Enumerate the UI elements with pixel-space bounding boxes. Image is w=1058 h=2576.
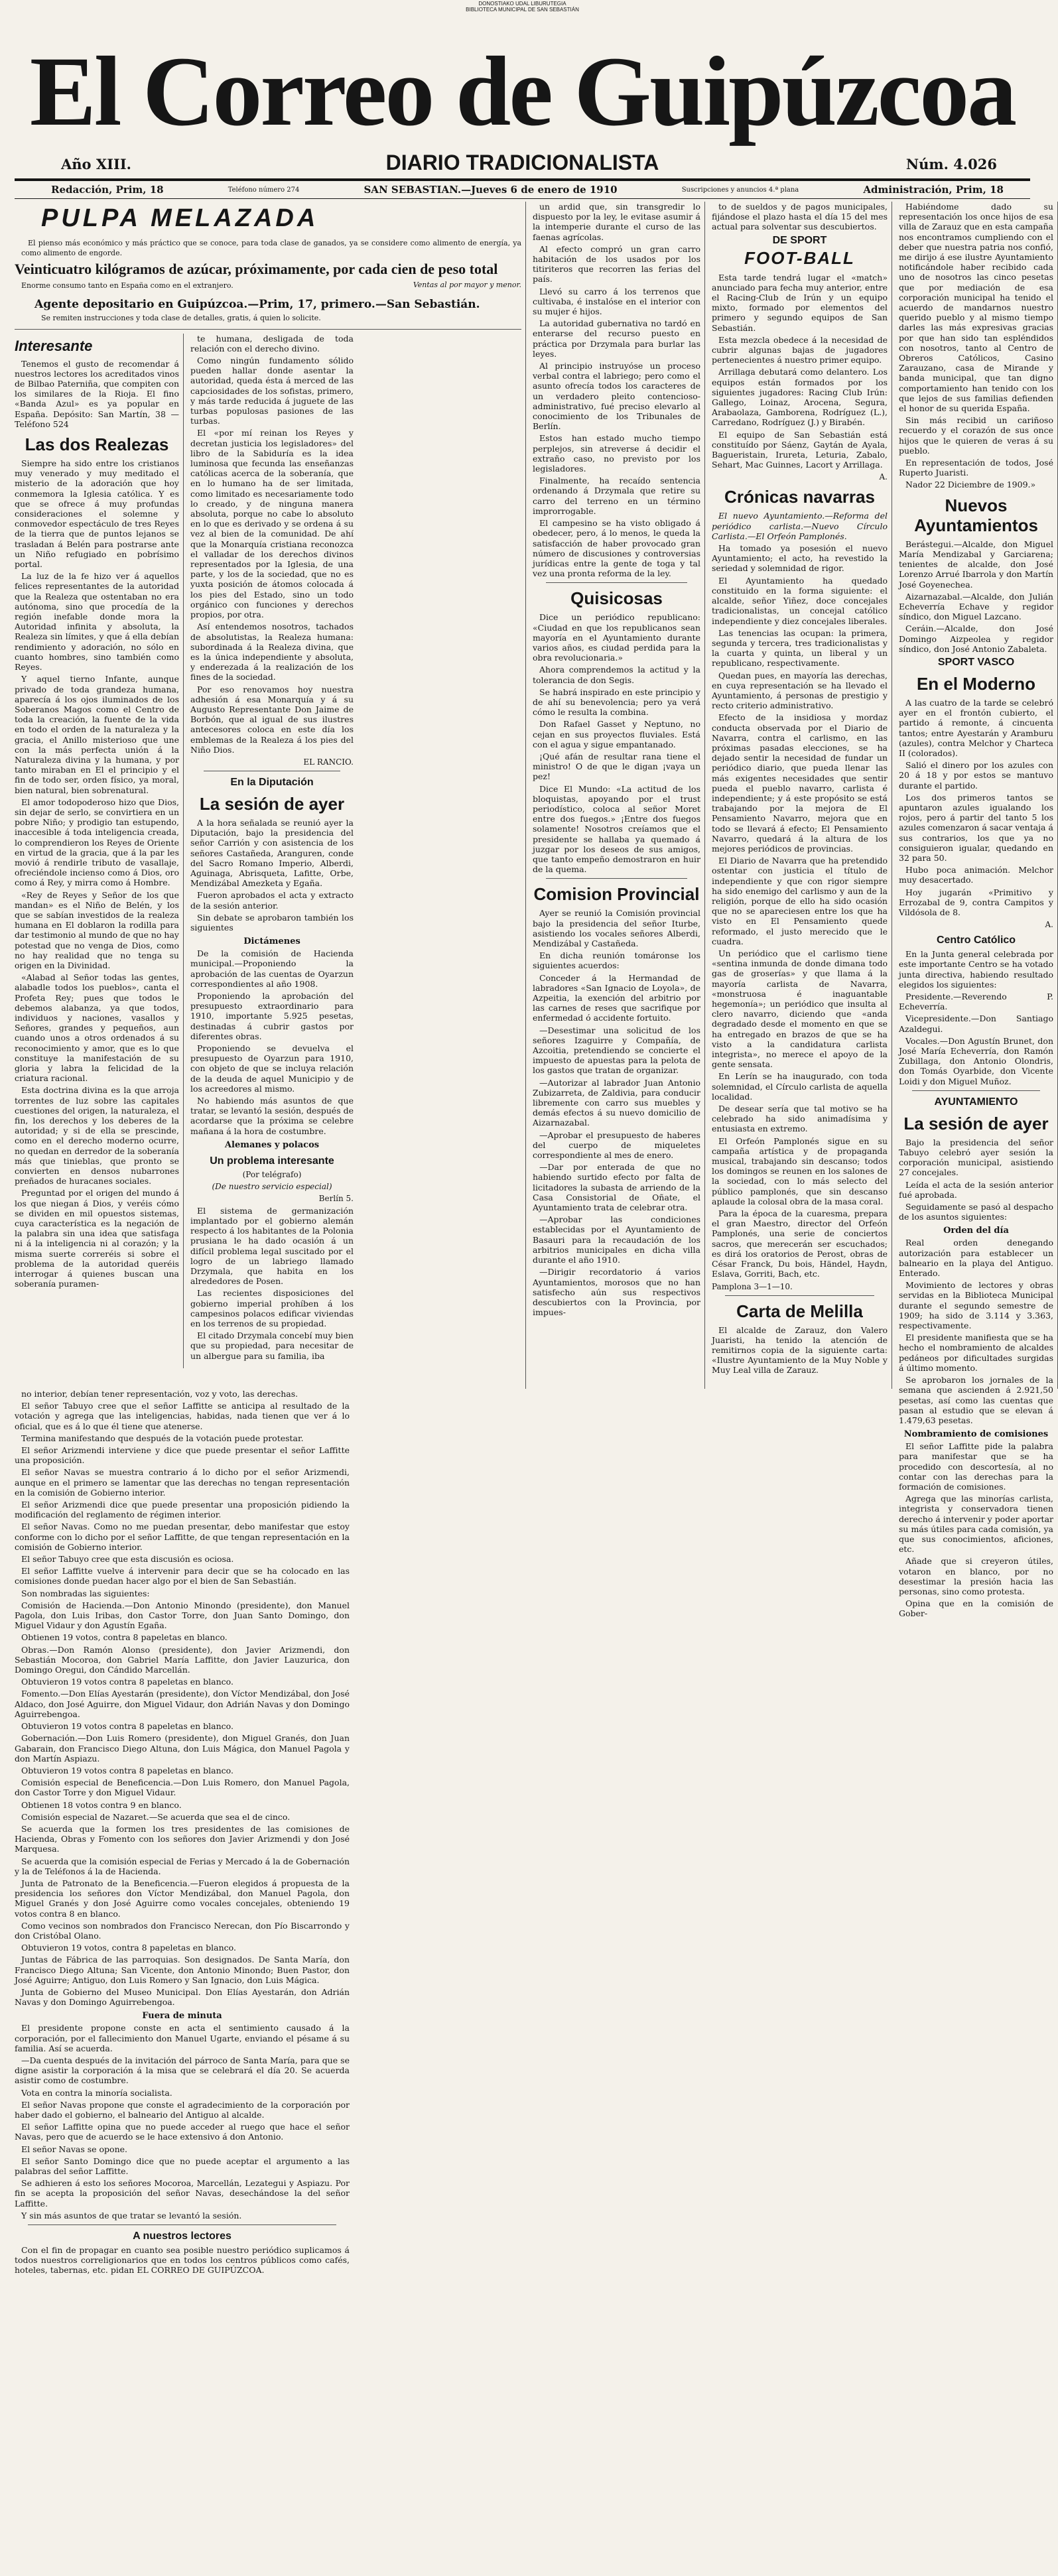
paragraph: En representación de todos, José Ruperto Juaristi.	[899, 458, 1053, 478]
paragraph: no interior, debían tener representación, voz y voto, las derechas.	[21, 1389, 298, 1399]
ad-consumption: Enorme consumo tanto en España como en el extranjero.	[21, 281, 233, 290]
column-5	[899, 202, 1058, 1619]
dateline: Berlín 5.	[318, 1193, 354, 1203]
paragraph: El campesino se ha visto obligado á obedecer, pero, á lo menos, le queda la satisfacción de haber provocado gran número de discusiones y controversias jurídicas entre la gente de toga y tal vez una pronta reforma de la ley.	[533, 518, 700, 579]
summary-line: El nuevo Ayuntamiento.—Reforma del periódico carlista.—Nuevo Círculo Carlista.—El Orfeón Pamplonés.	[712, 511, 888, 541]
left-subcolumns	[15, 334, 521, 1368]
paragraph: to de sueldos y de pagos municipales, fijándose el plazo hasta el día 15 del mes actual para solventar sus descubiertos.	[712, 202, 888, 232]
football-headline: FOOT-BALL	[744, 247, 855, 268]
paragraph: Dice El Mundo: «La actitud de los bloquistas, apoyando por el trust periodístico, coloca al señor Moret entre dos fuegos.» ¡Entre dos fuegos solamente! Nosotros creíamos que el presidente se hallaba ya quemado á juzgar por los deseos de sus amigos, que tanto empeño demostraron en huir de la quema.	[533, 783, 700, 875]
paragraph: Siempre ha sido entre los cristianos muy venerado y muy meditado el misterio de la adoración que hoy conmemora la Iglesia católica. Y es que se ofrece á muy profundas consideraciones el solemne y conmovedor espectáculo de tres Reyes de la tierra que de puntos lejanos se trasladan á Belén para postrarse ante un Niño refugiado en pobrísimo portal.	[15, 458, 179, 570]
paragraph: De desear sería que tal motivo se ha celebrado ha sido animadísima y entusiasta en extremo.	[712, 1104, 888, 1134]
paragraph: Obtienen 18 votos contra 9 en blanco.	[21, 1799, 182, 1810]
paragraph: Movimiento de lectores y obras servidas en la Biblioteca Municipal durante el segundo semestre de 1909; ha sido de 3.114 y 3.363, respectivamente.	[899, 1280, 1053, 1331]
interesante-text: Tenemos el gusto de recomendar á nuestros lectores los acreditados vinos de Bilbao Paterniña, que compiten con los similares de la Rioja. El fino «Banda Azul» es ya popular en España. Depósito: San Martín, 38 — Teléfono 524	[15, 358, 179, 429]
ad-sales: Ventas al por mayor y menor.	[413, 281, 521, 290]
divider	[725, 1295, 874, 1296]
divider	[546, 878, 687, 879]
paragraph: De la comisión de Hacienda municipal.—Proponiendo la aprobación de las cuentas de Oyarzun correspondientes al año 1908.	[190, 948, 354, 989]
headline-sesion: La sesión de ayer	[199, 793, 345, 814]
paragraph: Esta doctrina divina es la que arroja torrentes de luz sobre las capitales cuestiones del origen, la naturaleza, el fin, los derechos y los deberes de la autoridad; y si de ella se prescinde, como en el derecho moderno ocurre, no quedan en derredor de la soberanía más que tinieblas, que pronto se convierten en densos nubarrones preñados de huracanes sociales.	[15, 1085, 179, 1187]
paragraph: Don Rafael Gasset y Neptuno, no cejan en sus proyectos fluviales. Está con el agua y sigue empantanado.	[533, 719, 700, 749]
paragraph: Aizarnazabal.—Alcalde, don Julián Echeverría Echave y regidor síndico, don Miguel Lazcano.	[899, 591, 1053, 622]
issue-number: Núm. 4.026	[905, 156, 997, 172]
paragraph: Obtuvieron 19 votos contra 8 papeletas en blanco.	[21, 1765, 233, 1775]
paragraph: Proponiendo la aprobación del presupuesto extraordinario para 1910, importante 5.925 pesetas, destinadas á cubrir gastos por diferentes obras.	[190, 990, 354, 1041]
paragraph: Obras.—Don Ramón Alonso (presidente), don Javier Arizmendi, don Sebastián Mocoroa, don Gabriel María Laffitte, don Javier Lauzurica, don Domingo Oregui, don Cándido Marcellán.	[15, 1644, 350, 1675]
paragraph: Nador 22 Diciembre de 1909.»	[905, 480, 1036, 490]
paragraph: El señor Laffitte vuelve á intervenir para decir que se ha colocado en las comisiones donde puedan hacer algo por el bien de San Sebastián.	[15, 1566, 350, 1586]
paragraph: Estos han estado mucho tiempo perplejos, sin atreverse á decidir el extraño caso, no previsto por los legisladores.	[533, 433, 700, 474]
paragraph: Así entendemos nosotros, tachados de absolutistas, la Realeza humana: subordinada á la Realeza divina, que es la única independiente y absoluta, y enderezada á la realización de los fines de la sociedad.	[190, 621, 354, 682]
sport-vasco-header: SPORT VASCO	[937, 656, 1015, 668]
paragraph: La luz de la fe hizo ver á aquellos felices representantes de la autoridad que la Realeza que ostentaban no era autónoma, sino que procedía de la región inefable donde mora la Autoridad infinita y absoluta, la Realeza sin límites, y que á ella debían rendimiento y adoración, no sólo en cuanto hombres, sino también como Reyes.	[15, 571, 179, 673]
phone-number: Teléfono número 274	[228, 186, 300, 194]
headline-quisicosas: Quisicosas	[570, 588, 663, 609]
paragraph: En Lerín se ha inaugurado, con toda solemnidad, el Círculo carlista de aquella localidad.	[712, 1071, 888, 1102]
paragraph: Junta de Patronato de la Beneficencia.—Fueron elegidos á propuesta de la presidencia los señores don Víctor Mendizábal, don Manuel Pagola, don Miguel Granés y don José Aguirre como vocales concejales, obteniendo 19 votos contra 8 en blanco.	[15, 1878, 350, 1919]
paragraph: Para la época de la cuaresma, prepara el gran Maestro, director del Orfeón Pamplonés, una serie de conciertos sacros, que merecerán ser escuchados; es dirá los oratorios de Perost, obras de César Franck, Du bois, Händel, Haydn, Eslava, Gorriti, Bach, etc.	[712, 1208, 888, 1279]
paragraph: El señor Navas se opone.	[21, 2144, 127, 2154]
advertisement	[15, 204, 521, 330]
paragraph: El señor Tabuyo cree que esta discusión es ociosa.	[21, 1554, 234, 1565]
paragraph: Berástegui.—Alcalde, don Miguel María Mendizabal y Garciarena; tenientes de alcalde, don José Lorenzo Arrué Ibarrola y don Martín José Goyenechea.	[899, 539, 1053, 590]
ad-lead: El pienso más económico y más práctico que se conoce, para toda clase de ganados, ya se considere como alimento de energía, ya como alimento de engorde.	[21, 239, 521, 258]
signature: A.	[879, 472, 888, 482]
paragraph: El sistema de germanización implantado por el gobierno alemán respecto á los habitantes de la Polonia prusiana le ha dado ocasión á un difícil problema legal suscitado por el logro de un labriego llamado Drzymala, que habita en los alrededores de Posen.	[190, 1205, 354, 1287]
paragraph: Vocales.—Don Agustín Brunet, don José María Echeverría, don Ramón Zubillaga, don Antonio Olondris, don Tomás Oyarbide, don Vicente Loidi y don Miguel Muñoz.	[899, 1035, 1053, 1086]
paragraph: Un periódico que el carlismo tiene «sentina inmunda de donde dimana todo gas de groserías» y que llama á la mayoría carlista de Navarra, «monstruosa é inaguantable hegemonía»; un periódico que insulta al clero navarro, diciendo que «anda degradado desde el momento en que se ha entregado en brazos de que se ha visto a la candidatura carlista integrista», no merece el apoyo de la gente sensata.	[712, 948, 888, 1070]
column-4	[712, 202, 892, 1389]
subhead-orden: Orden del día	[943, 1226, 1009, 1236]
paragraph: Comisión especial de Nazaret.—Se acuerda que sea el de cinco.	[21, 1811, 291, 1822]
signature: EL RANCIO.	[303, 757, 354, 767]
signature: A.	[1045, 920, 1053, 930]
paragraph: «Alabad al Señor todas las gentes, alabadle todos los pueblos», canta el Profeta Rey; pues que todos le debemos alabanza, ya que todos, individuos y naciones, vasallos y Señores, grandes y pequeños, aun cuando unos a otros ordenados á su reconocimiento y amor, que es lo que constituye la manifestación de su gloria y labra la felicidad de la criatura racional.	[15, 972, 179, 1084]
paragraph: —Dar por enterada de que no habiendo surtido efecto por falta de licitadores la subasta de arriendo de la Casa Consistorial de Oñate, el Ayuntamiento trata de celebrar otra.	[533, 1162, 700, 1213]
paragraph: El presidente propone conste en acta el sentimiento causado á la corporación, por el fallecimiento don Manuel Ugarte, enviando el pésame á su familia. Así se acuerda.	[15, 2023, 350, 2053]
paragraph: Ahora comprendemos la actitud y la tolerancia de don Segis.	[533, 665, 700, 685]
paragraph: Y aquel tierno Infante, aunque privado de toda grandeza humana, aparecía á los ojos iluminados de los Soberanos Magos como el Centro de toda la creación, la fuente de la vida en todo el orden de la naturaleza y la gracia, el Anillo misterioso que une con la más perfecta unión á la Naturaleza divina y la humana, y por tanto miraban en El el principio y el fin de todo ser, orden físico, ya moral, bien natural, bien sobrenatural.	[15, 674, 179, 795]
paragraph: El amor todopoderoso hizo que Dios, sin dejar de serlo, se convirtiera en un pobre Niño; y prodigio tan estupendo, inaccesible á toda inteligencia creada, lo comprendieron los Reyes de Oriente en virtud de la gracia, que á la par les movió á rendirle tributo de vasallaje, ofreciéndole incienso como á Dios, oro como á Rey, y mirra como á Hombre.	[15, 797, 179, 888]
interesante-title: Interesante	[15, 337, 93, 354]
paragraph: Al efecto compró un gran carro habitación de los usados por los titiriteros que recorren las ferias del país.	[533, 243, 700, 285]
left-block	[15, 202, 526, 1389]
paragraph: Salió el dinero por los azules con 20 á 18 y por estos se mantuvo durante el partido.	[899, 760, 1053, 791]
paragraph: Vota en contra la minoría socialista.	[21, 2087, 172, 2098]
paragraph: Ceráin.—Alcalde, don José Domingo Aizpeolea y regidor síndico, don José Antonio Zabaleta.	[899, 623, 1053, 654]
section-ayuntamiento: AYUNTAMIENTO	[934, 1096, 1018, 1108]
paragraph: El Ayuntamiento ha quedado constituido en la forma siguiente: el alcalde, señor Yiñez, doce concejales tradicionalistas, un concejal católico independiente y diez concejales liberales.	[712, 575, 888, 626]
telegraph-note: (Por telégrafo)	[242, 1169, 302, 1179]
paragraph: Vicepresidente.—Don Santiago Azaldegui.	[899, 1013, 1053, 1034]
dateline: Pamplona 3—1—10.	[712, 1281, 793, 1291]
paragraph: El equipo de San Sebastián está constituído por Sáenz, Gaytán de Ayala, Bagueristain, Irureta, Leturia, Zabalo, Sehart, Mac Guinnes, Lacort y Arrillaga.	[712, 429, 888, 470]
paragraph: Sin debate se aprobaron también los siguientes	[190, 912, 354, 933]
paragraph: El citado Drzymala concebí muy bien que su propiedad, para necesitar de un albergue para su familia, iba	[190, 1330, 354, 1361]
ad-note: Se remiten instrucciones y toda clase de detalles, gratis, á quien lo solicite.	[41, 313, 321, 322]
paragraph: Quedan pues, en mayoría las derechas, en cuya representación se ha llevado el Ayuntamiento, á personas de prestigio y recto criterio administrativo.	[712, 670, 888, 711]
paragraph: Habiéndome dado su representación los once hijos de esa villa de Zarauz que en esta campaña nos encontramos cumpliendo con el deber que nuestra patria nos confió, me dirijo á ese ilustre Ayuntamiento notificándole haber recibido cada uno de nosotros las cinco pesetas que por mediación de esa corporación municipal ha tenido el acuerdo de mandarnos nuestro querido pueblo y al mismo tiempo darles las más expresivas gracias por que han sido tan espléndidos con nosotros, tanto al Centro de Obreros Católicos, Casino Zarauzano, casa de Mirande y banda municipal, que tan digno comportamiento han tenido con los que lejos de sus familias defienden el honor de su querida España.	[899, 202, 1053, 414]
paragraph: Obtuvieron 19 votos contra 8 papeletas en blanco.	[21, 1721, 233, 1732]
column-6	[15, 1389, 354, 2576]
paragraph: Opina que en la comisión de Gober-	[899, 1598, 1053, 1619]
paragraph: Las recientes disposiciones del gobierno imperial prohíben á los campesinos polacos edificar viviendas en los terrenos de su propiedad.	[190, 1288, 354, 1329]
paragraph: El «por mí reinan los Reyes y decretan justicia los legisladores» del libro de la Sabiduría es la idea luminosa que fecunda las enseñanzas católicas acerca de la soberanía, que en lo humano ha de ser limitada, como limitado es necesariamente todo lo creado, y de ninguna manera absoluta, porque no cabe lo absoluto en lo que es derivado y se ordena á su vez al bien de la comunidad. De ahí que la Monarquía cristiana reconozca el valladar de los derechos divinos representados por la Iglesia, de una parte, y los de la sociedad, que no es yuxta posición de átomos colocada á los pies del Estado, sino un todo orgánico con funciones y derechos propios, por otra.	[190, 428, 354, 620]
paragraph: Llevó su carro á los terrenos que cultivaba, é instalóse en el interior con su mujer é hijos.	[533, 286, 700, 317]
headline-carta: Carta de Melilla	[736, 1301, 863, 1321]
paragraph: te humana, desligada de toda relación con el derecho divino.	[190, 333, 354, 354]
stamp-line-2: BIBLIOTECA MUNICIPAL DE SAN SEBASTIÁN	[466, 7, 579, 13]
paragraph: El Diario de Navarra que ha pretendido ostentar con justicia el título de independiente y que con rigor siempre ha sido enemigo del carlismo y aun de la religión, porque de ello ha sido ocasión que no se apareciesen entre los que ha visto en El Pensamiento quede reformado, el justo merecido que le cuadra.	[712, 856, 888, 946]
paragraph: Efecto de la insidiosa y mordaz conducta observada por el Diario de Navarra, contra el carlismo, en las próximas pasadas elecciones, se ha dejado sentir la necesidad de fundar un periódico diario, que pueda llenar las más exigentes necesidades que sentir pueda el pueblo navarro, carlista é independiente; y á este propósito se está trabajando por la mejora de El Pensamiento Navarro, mejora que en todo se llevará á efecto; El Pensamiento Navarro, quedará á la altura de los mejores periódicos de provincias.	[712, 712, 888, 854]
library-stamp	[15, 0, 1030, 13]
divider	[912, 1090, 1040, 1091]
headline-sesion-ayto: La sesión de ayer	[903, 1113, 1049, 1133]
paragraph: Por eso renovamos hoy nuestra adhesión á esa Monarquía y á su Augusto Representante Don Jaime de Borbón, que al igual de sus ilustres antecesores coloca en este día los emblemas de la Realeza á los pies del Niño Dios.	[190, 684, 354, 755]
paragraph: Dice un periódico republicano: «Ciudad en que los republicanos sean mayoría en el Ayuntamiento durante varios años, es ciudad perdida para la obra revolucionaria.»	[533, 612, 700, 663]
subhead-fuera: Fuera de minuta	[142, 2011, 222, 2022]
ad-title: PULPA MELAZADA	[41, 204, 319, 232]
paragraph: Fomento.—Don Elías Ayestarán (presidente), don Víctor Mendizábal, don José Aldaco, don José Aguirre, don Miguel Vidaur, don Adrián Navas y don Domingo Aguirrebengoa.	[15, 1689, 350, 1719]
redaccion-address: Redacción, Prim, 18	[51, 184, 164, 196]
paragraph: Sin más recibid un cariñoso recuerdo y el corazón de sus once hijos que le quieren de veras á su pueblo.	[899, 415, 1053, 456]
paragraph: El presidente manifiesta que se ha hecho el nombramiento de alcaldes pedáneos por dificultades surgidas á último momento.	[899, 1332, 1053, 1373]
paragraph: Las tenencias las ocupan: la primera, segunda y tercera, tres tradicionalistas y la cuarta y quinta, un liberal y un republicano, respectivamente.	[712, 627, 888, 669]
paragraph: Como vecinos son nombrados don Francisco Nerecan, don Pío Biscarrondo y don Cristóbal Olano.	[15, 1920, 350, 1941]
paragraph: Añade que si creyeron útiles, votaron en blanco, por no desestimar la presión hacia las personas, sino como protesta.	[899, 1556, 1053, 1596]
paragraph: Esta mezcla obedece á la necesidad de cubrir algunas bajas de jugadores pertenecientes á nuestro primer equipo.	[712, 334, 888, 365]
paragraph: El señor Laffitte pide la palabra para manifestar que se ha procedido con descortesía, al no contar con las derechas para la formación de comisiones.	[899, 1441, 1053, 1492]
paragraph: El señor Arizmendi dice que puede presentar una proposición pidiendo la modificación del reglamento de régimen interior.	[15, 1500, 350, 1520]
paragraph: un ardid que, sin transgredir lo dispuesto por la ley, le evitase asumir á la intemperie durante el curso de las faenas agrícolas.	[533, 202, 700, 242]
paragraph: No habiendo más asuntos de que tratar, se levantó la sesión, después de acordarse que la próxima se celebre mañana á la hora de costumbre.	[190, 1096, 354, 1136]
paragraph: Ayer se reunió la Comisión provincial bajo la presidencia del señor Iturbe, asistiendo los vocales señores Alberdi, Mendizábal y Castañeda.	[533, 908, 700, 948]
paragraph: Fueron aprobados el acta y extracto de la sesión anterior.	[190, 890, 354, 911]
subhead-nombramiento: Nombramiento de comisiones	[903, 1429, 1049, 1440]
paragraph: Junta de Gobierno del Museo Municipal. Don Elías Ayestarán, don Adrián Navas y don Domingo Aguirrebengoa.	[15, 1986, 350, 2008]
paragraph: Se adhieren á esto los señores Mocoroa, Marcellán, Lezategui y Aspiazu. Por fin se acepta la proposición del señor Navas, desechándose la del señor Laffitte.	[15, 2178, 350, 2209]
paragraph: Real orden denegando autorización para establecer un balneario en la playa del Antiguo. Enterado.	[899, 1238, 1053, 1279]
column-3	[533, 202, 705, 1389]
paragraph: El señor Tabuyo cree que el señor Laffitte se anticipa al resultado de la votación y agrega que las inteligencias, habidas, nada tienen que ver á lo oficial, que es á lo que él tiene que atenerse.	[15, 1401, 350, 1431]
paragraph: En la Junta general celebrada por este importante Centro se ha votado junta directiva, habiendo resultado elegidos los siguientes:	[899, 949, 1053, 990]
subhead-alemanes: Alemanes y polacos	[224, 1139, 320, 1150]
paragraph: Preguntad por el origen del mundo á los que niegan á Dios, y veréis cómo se dividen en mil opuestos sistemas, cuya característica es la negación de la palabra sin una idea que satisfaga ni á la inteligencia ni al corazón; y la misma suerte correréis si sobre el problema de la autoridad queréis interrogar á quienes buscan una soberanía puramen-	[15, 1188, 179, 1289]
paragraph: Proponiendo se devuelva el presupuesto de Oyarzun para 1910, con objeto de que se incluya relación de la deuda de aquel Municipio y de los acreedores al mismo.	[190, 1043, 354, 1094]
section-diputacion: En la Diputación	[230, 776, 314, 788]
headline-comision: Comision Provincial	[533, 884, 700, 905]
paragraph: Hubo poca animación. Melchor muy desacertado.	[899, 865, 1053, 885]
paragraph: Son nombradas las siguientes:	[21, 1588, 150, 1598]
columns	[15, 199, 1053, 2576]
place-date: SAN SEBASTIAN.—Jueves 6 de enero de 1910	[364, 184, 618, 196]
column-1	[15, 334, 184, 1368]
paragraph: El señor Navas se muestra contrario á lo dicho por el señor Arizmendi, aunque en el primero se lamentar que las derechas no tengan representación en la comisión de Gobierno interior.	[15, 1467, 350, 1498]
column-2	[190, 334, 354, 1368]
paragraph: Presidente.—Reverendo P. Echeverría.	[899, 992, 1053, 1012]
subscriptions-note: Suscripciones y anuncios 4.ª plana	[681, 186, 799, 194]
paragraph: Los dos primeros tantos se apuntaron azules igualando los rojos, pero á partir del tanto 5 los azules comenzaron á sacar ventaja á sus contrarios, los que ya no consiguieron igualar, quedando en 32 para 50.	[899, 792, 1053, 863]
service-note: (De nuestro servicio especial)	[212, 1181, 332, 1191]
headline-moderno: En el Moderno	[916, 673, 1036, 694]
paragraph: Juntas de Fábrica de las parroquias. Son designados. De Santa María, don Francisco Diego Altuna; San Vicente, don Antonio Minondo; Buen Pastor, don José Aguirre; Antiguo, don Luis Romero y San Ignacio, don Luis Mágica.	[15, 1955, 350, 1985]
paragraph: Finalmente, ha recaído sentencia ordenando á Drzymala que retire su carro del terreno en un término improrrogable.	[533, 476, 700, 516]
paragraph: El señor Santo Domingo dice que no puede aceptar el argumento a las palabras del señor Laffitte.	[15, 2156, 350, 2177]
headline-catolico: Centro Católico	[936, 934, 1016, 946]
paragraph: —Autorizar al labrador Juan Antonio Zubizarreta, de Zaldivia, para conducir libremente con carro sus muebles y demás efectos á su nuevo domicilio de Aizarnazabal.	[533, 1077, 700, 1128]
info-line	[15, 181, 1030, 199]
article-title-realezas: Las dos Realezas	[25, 434, 169, 455]
paragraph: Ha tomado ya posesión el nuevo Ayuntamiento; el acto, ha revestido la seriedad y solemnidad de rigor.	[712, 543, 888, 574]
paragraph: La autoridad gubernativa no tardó en enterarse del recurso puesto en práctica por Drzymala para burlar las leyes.	[533, 318, 700, 359]
paragraph: El señor Navas. Como no me puedan presentar, debo manifestar que estoy conforme con lo dicho por el señor Laffitte, de que tengan representación en la comisión de Gobierno interior.	[15, 1521, 350, 1552]
paragraph: Leída el acta de la sesión anterior fué aprobada.	[899, 1179, 1053, 1200]
paragraph: ¡Qué afán de resultar rana tiene el ministro! O de que le digan ¡vaya un pez!	[533, 751, 700, 782]
paragraph: Comisión especial de Beneficencia.—Don Luis Romero, don Manuel Pagola, don Castor Torre y don Miguel Vidaur.	[15, 1777, 350, 1798]
paragraph: A la hora señalada se reunió ayer la Diputación, bajo la presidencia del señor Carrión y con asistencia de los señores Castañeda, Aranguren, conde del Sacro Romano Imperio, Alberdi, Aguinaga, Abrisqueta, Lafitte, Orbe, Mendizábal Amezketa y Egaña.	[190, 817, 354, 889]
paragraph: Se habrá inspirado en este principio y de ahí su benevolencia; pero ya verá cómo le resulta la combina.	[533, 686, 700, 718]
paragraph: —Dirigir recordatorio á varios Ayuntamientos, morosos que no han satisfecho aún sus respectivos descubiertos con la Provincia, por impues-	[533, 1267, 700, 1318]
paragraph: Se acuerda que la formen los tres presidentes de las comisiones de Hacienda, Obras y Fomento con los señores don Javier Arizmendi y don José Marquesa.	[15, 1823, 350, 1854]
paragraph: A las cuatro de la tarde se celebró ayer en el frontón cubierto, el partido á remonte, á cincuenta tantos; entre Ayestarán y Aramburu (azules), contra Melchor y Charteca II (colorados).	[899, 697, 1053, 758]
paragraph: «Rey de Reyes y Señor de los que mandan» es el Niño de Belén, y los que se sabían investidos de la realeza humana en El doblaron la rodilla para dar testimonio al mundo de que no hay potestad que no venga de Dios, como no hay realidad que no tenga su origen en la Divinidad.	[15, 889, 179, 970]
paragraph: Al principio instruyóse un proceso verbal contra el labriego; pero como el asunto ofrecía todos los caracteres de un verdadero pleito contencioso-administrativo, fué preciso elevarlo al conocimiento de los Tribunales de Berlín.	[533, 361, 700, 432]
paragraph: Seguidamente se pasó al despacho de los asuntos siguientes:	[899, 1202, 1053, 1222]
paragraph: Arrillaga debutará como delantero. Los equipos están formados por los siguientes jugadores: Racing Club Irún: Gallego, Loinaz, Arocena, Segura, Arabaolaza, Gamborena, Rodríguez (L.), Carredano, Rodríguez (J.) y Birabén.	[712, 367, 888, 428]
paragraph: Conceder á la Hermandad de labradores «San Ignacio de Loyola», de Azpeitia, la exención del arbitrio por las carnes de reses que sacrifique por enfermedad ó accidente fortuito.	[533, 972, 700, 1023]
paragraph: Esta tarde tendrá lugar el «match» anunciado para fecha muy anterior, entre el Racing-Club de Irún y un equipo mixto, formado por elementos del primero y segundo equipos de San Sebastián.	[712, 272, 888, 333]
headline-problema: Un problema interesante	[210, 1155, 334, 1167]
headline-lectores: A nuestros lectores	[133, 2230, 231, 2242]
paragraph: Y sin más asuntos de que tratar se levantó la sesión.	[21, 2210, 242, 2221]
paragraph: Se acuerda que la comisión especial de Ferias y Mercado á la de Gobernación y la de Teléfonos á la de Hacienda.	[15, 1856, 350, 1876]
year-label: Año XIII.	[61, 156, 131, 172]
headline-nuevos: Nuevos Ayuntamientos	[914, 495, 1038, 535]
administracion-address: Administración, Prim, 18	[863, 184, 1004, 196]
paragraph: —Desestimar una solicitud de los señores Izaguirre y Compañía, de Azcoitia, pretendiendo se concierte el impuesto de apuestas para la pelota de los gastos que tratan de organizar.	[533, 1025, 700, 1076]
stamp-line-1: DONOSTIAKO UDAL LIBURUTEGIA	[478, 1, 566, 7]
ad-agent: Agente depositario en Guipúzcoa.—Prim, 17, primero.—San Sebastián.	[34, 297, 480, 311]
divider	[546, 582, 687, 583]
paragraph: Hoy jugarán «Primitivo y Errozabal de 9, contra Campitos y Vildósola de 8.	[899, 887, 1053, 917]
paragraph: —Da cuenta después de la invitación del párroco de Santa María, para que se digne asistir la corporación á la misa que se celebrará el día 20. Se acuerda asistir como de costumbre.	[15, 2055, 350, 2086]
paragraph: En dicha reunión tomáronse los siguientes acuerdos:	[533, 950, 700, 971]
paragraph: Termina manifestando que después de la votación puede protestar.	[21, 1433, 304, 1443]
paragraph: Se aprobaron los jornales de la semana que ascienden á 2.921,50 pesetas, así como las cuentas que pasan al estudio que se elevan á 1.479,63 pesetas.	[899, 1375, 1053, 1425]
paragraph: —Aprobar el presupuesto de haberes del cuerpo de miqueletes correspondiente al mes de enero.	[533, 1129, 700, 1161]
paragraph: El señor Laffitte opina que no puede acceder al ruego que hace el señor Navas, pero que de acuerdo se le hace extensivo á don Antonio.	[15, 2122, 350, 2142]
ad-headline: Veinticuatro kilógramos de azúcar, próximamente, por cada cien de peso total	[15, 261, 498, 278]
headline-cronicas: Crónicas navarras	[724, 487, 875, 507]
paragraph: Obtuvieron 19 votos, contra 8 papeletas en blanco.	[21, 1943, 236, 1953]
paragraph: Obtienen 19 votos, contra 8 papeletas en blanco.	[21, 1632, 228, 1643]
sport-header: DE SPORT	[772, 234, 827, 246]
paragraph: Obtuvieron 19 votos contra 8 papeletas en blanco.	[21, 1677, 233, 1687]
paragraph: Gobernación.—Don Luis Romero (presidente), don Miguel Granés, don Juan Gabarain, don Francisco Diego Altuna, don Luis Mágica, don Manuel Pagola y don Martín Aspiazu.	[15, 1733, 350, 1764]
paragraph: El señor Navas propone que conste el agradecimiento de la corporación por haber dado el gobierno, el balneario del Antiguo al alcalde.	[15, 2099, 350, 2120]
subhead-dictamenes: Dictámenes	[243, 936, 300, 947]
masthead-subline	[15, 151, 1030, 181]
paragraph: Como ningún fundamento sólido pueden hallar donde asentar la autoridad, queda ésta á merced de las capciosidades de los sofistas, primero, y más tarde reducida á juguete de las turbas populosas pasiones de las turbas.	[190, 355, 354, 426]
divider	[28, 2224, 336, 2225]
paragraph: El Orfeón Pamplonés sigue en su campaña artística y de propaganda musical, trabajando sin descanso; todos los domingos se reunen en los salones de la sociedad, con lo más selecto del público pamplonés, que sin descanso aplaude la colosal obra de la masa coral.	[712, 1135, 888, 1206]
paragraph: El alcalde de Zarauz, don Valero Juaristi, ha tenido la atención de remitirnos copia de la siguiente carta: «Ilustre Ayuntamiento de la Muy Noble y Muy Leal villa de Zarauz.	[712, 1324, 888, 1376]
tagline: DIARIO TRADICIONALISTA	[385, 151, 659, 174]
paragraph: Con el fin de propagar en cuanto sea posible nuestro periódico suplicamos á todos nuestros correligionarios que en todos los centros públicos como cafés, hoteles, tabernas, etc. pidan EL CORREO DE GUIPÚZCOA.	[15, 2245, 350, 2276]
paragraph: Agrega que las minorías carlista, integrista y conservadora tienen derecho á intervenir y poder aportar su más útiles para cada comisión, ya que sus conocimientos, aficiones, etc.	[899, 1494, 1053, 1555]
paragraph: —Aprobar las condiciones establecidas por el Ayuntamiento de Basauri para la recaudación de los arbitrios municipales en dicha villa durante el año 1910.	[533, 1214, 700, 1265]
paragraph: Bajo la presidencia del señor Tabuyo celebró ayer sesión la corporación municipal, asistiendo 27 concejales.	[899, 1137, 1053, 1178]
paragraph: Comisión de Hacienda.—Don Antonio Minondo (presidente), don Manuel Pagola, don Luis Iribas, don Castor Torre, don Juan Santo Domingo, don Miguel Vidaur y don Agustín Egaña.	[15, 1600, 350, 1631]
masthead-title: El Correo de Guipúzcoa	[29, 36, 1016, 147]
paragraph: El señor Arizmendi interviene y dice que puede presentar el señor Laffitte una proposición.	[15, 1445, 350, 1466]
